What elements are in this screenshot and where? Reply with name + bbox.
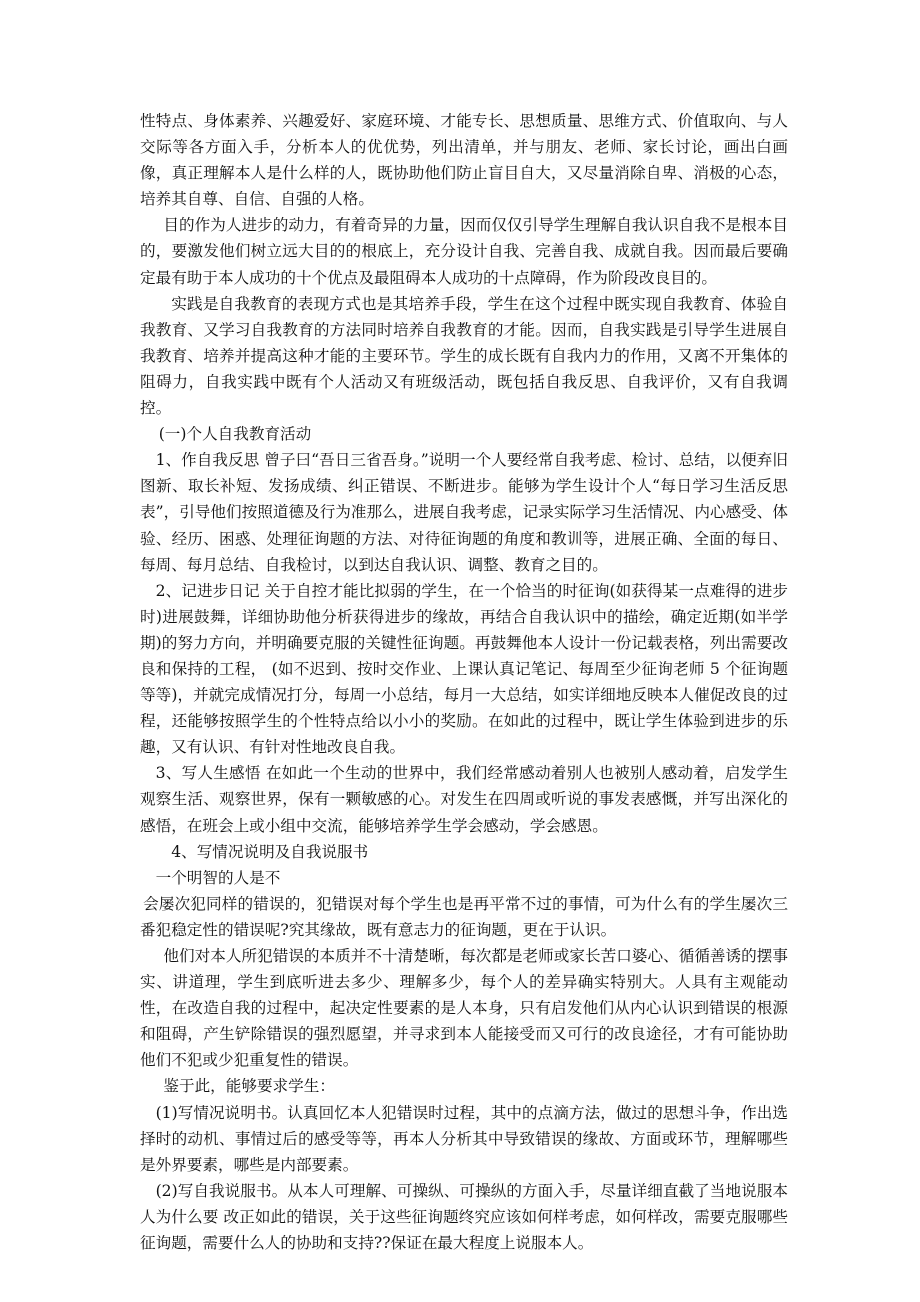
paragraph-therefore: 鉴于此，能够要求学生： bbox=[163, 1077, 335, 1096]
document-body bbox=[140, 108, 788, 1256]
paragraph-repeated-mistakes: 会屡次犯同样的错误的，犯错误对每个学生也是再平常不过的事情，可为什么有的学生屡次三番犯稳定性的错误呢?究其缘故，既有意志力的征询题，更在于认识。 bbox=[140, 894, 788, 939]
paragraph-self-analysis: 性特点、身体素养、兴趣爱好、家庭环境、才能专长、思想质量、思维方式、价值取向、与人交际等各方面入手，分析本人的优优势，列出清单，并与朋友、老师、家长讨论，画出白画像，真正理解本人是什么样的人，既协助他们防止盲目自大，又尽量消除自卑、消极的心态，培养其自尊、自信、自强的人格。 bbox=[140, 112, 788, 209]
paragraph-nature-of-mistakes: 他们对本人所犯错误的本质并不十清楚晰，每次都是老师或家长苦口婆心、循循善诱的摆事实、讲道理，学生到底听进去多少、理解多少，每个人的差异确实特别大。人具有主观能动性，在改造自我的过程中，起决定性要素的是人本身，只有启发他们从内心认识到错误的根源和阻碍，产生铲除错误的强烈愿望，并寻求到本人能接受而又可行的改良途径，才有可能协助他们不犯或少犯重复性的错误。 bbox=[140, 947, 788, 1070]
paragraph-wise-person-fragment: 一个明智的人是不 bbox=[155, 868, 281, 887]
paragraph-practice: 实践是自我教育的表现方式也是其培养手段，学生在这个过程中既实现自我教育、体验自我教育、又学习自我教育的方法同时培养自我教育的才能。因而，自我实践是引导学生进展自我教育、培养并提高这种才能的主要环节。学生的成长既有自我内力的作用，又离不开集体的阻碍力，自我实践中既有个人活动又有班级活动，既包括自我反思、自我评价，又有自我调控。 bbox=[140, 294, 788, 418]
paragraph-goal: 目的作为人进步的动力，有着奇异的力量，因而仅仅引导学生理解自我认识自我不是根本目的，要激发他们树立远大目的的根底上，充分设计自我、完善自我、成就自我。因而最后要确定最有助于本人成功的十个优点及最阻碍本人成功的十点障碍，作为阶段改良目的。 bbox=[140, 216, 788, 287]
paragraph-self-persuasion: (2)写自我说服书。从本人可理解、可操纵、可操纵的方面入手，尽量详细直截了当地说服本人为什么要 改正如此的错误，关于这些征询题终究应该如何样考虑，如何样改，需要克服哪些征询题，需要什么人的协助和支持??保证在最大程度上说服本人。 bbox=[140, 1181, 788, 1253]
paragraph-self-reflection: 1、作自我反思 曾子曰“吾日三省吾身。”说明一个人要经常自我考虑、检讨、总结，以便弃旧图新、取长补短、发扬成绩、纠正错误、不断进步。能够为学生设计个人“每日学习生活反思表”，引导他们按照道德及行为准那么，进展自我考虑，记录实际学习生活情况、内心感受、体验、经历、困惑、处理征询题的方法、对待征询题的角度和教训等，进展正确、全面的每日、每周、每月总结、自我检讨，以到达自我认识、调整、教育之目的。 bbox=[140, 451, 788, 574]
paragraph-life-insight: 3、写人生感悟 在如此一个生动的世界中，我们经常感动着别人也被别人感动着，启发学生观察生活、观察世界，保有一颗敏感的心。对发生在四周或听说的事发表感慨，并写出深化的感悟，在班会上或小组中交流，能够培养学生学会感动，学会感恩。 bbox=[140, 764, 788, 835]
subheading-situation-report: 4、写情况说明及自我说服书 bbox=[171, 842, 369, 861]
paragraph-progress-diary: 2、记进步日记 关于自控才能比拟弱的学生，在一个恰当的时征询(如获得某一点难得的进步时)进展鼓舞，详细协助他分析获得进步的缘故，再结合自我认识中的描绘，确定近期(如半学期)的努力方向，并明确要克服的关键性征询题。再鼓舞他本人设计一份记载表格，列出需要改良和保持的工程， (如不迟到、按时交作业、上课认真记笔记、每周至少征询老师 5 个征询题等等)，并就完成情况打分，每周一小总结，每月一大总结，如实详细地反映本人催促改良的过程，还能够按照学生的个性特点给以小小的奖励。在如此的过程中，既让学生体验到进步的乐趣，又有认识、有针对性地改良自我。 bbox=[140, 581, 788, 757]
section-heading-personal-activities: (一)个人自我教育活动 bbox=[158, 425, 312, 444]
paragraph-situation-statement: (1)写情况说明书。认真回忆本人犯错误时过程，其中的点滴方法，做过的思想斗争，作出选择时的动机、事情过后的感受等等，再本人分析其中导致错误的缘故、方面或环节，理解哪些是外界要素，哪些是内部要素。 bbox=[140, 1103, 788, 1174]
